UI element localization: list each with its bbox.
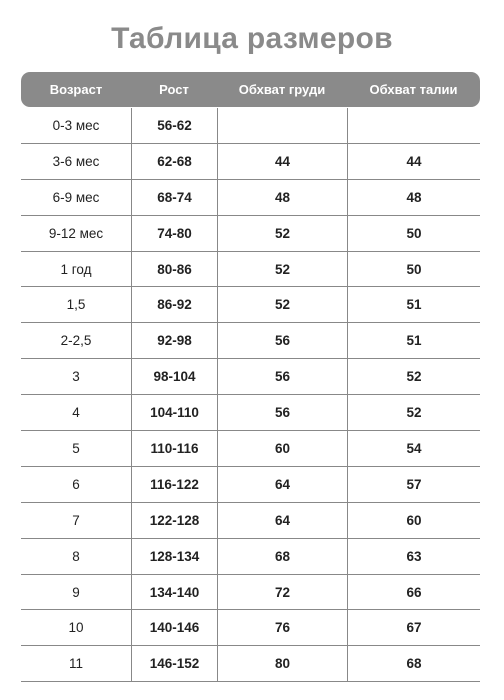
cell-age: 7 [72, 512, 80, 528]
cell-chest: 56 [217, 323, 347, 358]
cell-chest: 52 [217, 287, 347, 322]
cell-waist: 50 [347, 252, 480, 287]
cell-waist: 48 [347, 180, 480, 215]
cell-age: 3-6 мес [52, 153, 100, 169]
cell-height: 98-104 [131, 359, 217, 394]
header-age: Возраст [49, 82, 103, 97]
cell-chest: 76 [217, 610, 347, 645]
cell-height: 74-80 [131, 216, 217, 251]
header-chest: Обхват груди [238, 82, 326, 97]
cell-age: 4 [72, 405, 80, 421]
cell-chest: 56 [217, 395, 347, 430]
cell-height: 92-98 [131, 323, 217, 358]
cell-age: 5 [72, 440, 80, 456]
cell-age: 3 [72, 369, 80, 385]
header-height: Рост [159, 82, 189, 97]
cell-waist: 50 [347, 216, 480, 251]
table-row [21, 646, 480, 682]
table-row [21, 108, 480, 144]
table-row [21, 252, 480, 288]
cell-waist: 51 [347, 323, 480, 358]
cell-waist: 63 [347, 539, 480, 574]
size-table [21, 72, 480, 682]
cell-height: 104-110 [131, 395, 217, 430]
table-row [21, 539, 480, 575]
cell-chest [217, 108, 347, 143]
cell-waist: 67 [347, 610, 480, 645]
cell-waist: 66 [347, 575, 480, 610]
cell-chest: 60 [217, 431, 347, 466]
cell-age: 8 [72, 548, 80, 564]
cell-chest: 68 [217, 539, 347, 574]
cell-age: 1 год [60, 261, 92, 277]
cell-chest: 56 [217, 359, 347, 394]
cell-height: 122-128 [131, 503, 217, 538]
header-waist: Обхват талии [369, 82, 458, 97]
table-header [21, 72, 480, 107]
cell-waist: 44 [347, 144, 480, 179]
cell-height: 86-92 [131, 287, 217, 322]
cell-waist: 52 [347, 359, 480, 394]
table-row [21, 359, 480, 395]
cell-height: 110-116 [131, 431, 217, 466]
cell-waist [347, 108, 480, 143]
cell-age: 6 [72, 476, 80, 492]
table-row [21, 503, 480, 539]
cell-height: 116-122 [131, 467, 217, 502]
table-body [21, 108, 480, 682]
cell-chest: 72 [217, 575, 347, 610]
cell-waist: 57 [347, 467, 480, 502]
cell-height: 128-134 [131, 539, 217, 574]
cell-age: 1,5 [66, 297, 86, 313]
cell-waist: 60 [347, 503, 480, 538]
table-row [21, 431, 480, 467]
cell-chest: 48 [217, 180, 347, 215]
table-row [21, 610, 480, 646]
cell-chest: 80 [217, 646, 347, 681]
cell-waist: 51 [347, 287, 480, 322]
cell-age: 0-3 мес [52, 117, 100, 133]
cell-height: 56-62 [131, 108, 217, 143]
cell-age: 9-12 мес [48, 225, 104, 241]
cell-height: 140-146 [131, 610, 217, 645]
cell-height: 146-152 [131, 646, 217, 681]
table-row [21, 144, 480, 180]
table-row [21, 216, 480, 252]
cell-height: 62-68 [131, 144, 217, 179]
cell-height: 80-86 [131, 252, 217, 287]
cell-age: 11 [68, 656, 83, 672]
table-row [21, 575, 480, 611]
cell-chest: 64 [217, 467, 347, 502]
cell-chest: 52 [217, 216, 347, 251]
cell-age: 9 [72, 584, 80, 600]
cell-chest: 44 [217, 144, 347, 179]
cell-age: 6-9 мес [52, 189, 100, 205]
cell-age: 2-2,5 [60, 333, 92, 349]
table-row [21, 323, 480, 359]
table-row [21, 180, 480, 216]
table-row [21, 395, 480, 431]
cell-waist: 68 [347, 646, 480, 681]
page-title: Таблица размеров [111, 22, 393, 55]
cell-chest: 52 [217, 252, 347, 287]
cell-chest: 64 [217, 503, 347, 538]
table-row [21, 467, 480, 503]
cell-age: 10 [68, 620, 84, 636]
cell-height: 68-74 [131, 180, 217, 215]
cell-waist: 52 [347, 395, 480, 430]
cell-height: 134-140 [131, 575, 217, 610]
cell-waist: 54 [347, 431, 480, 466]
table-row [21, 287, 480, 323]
